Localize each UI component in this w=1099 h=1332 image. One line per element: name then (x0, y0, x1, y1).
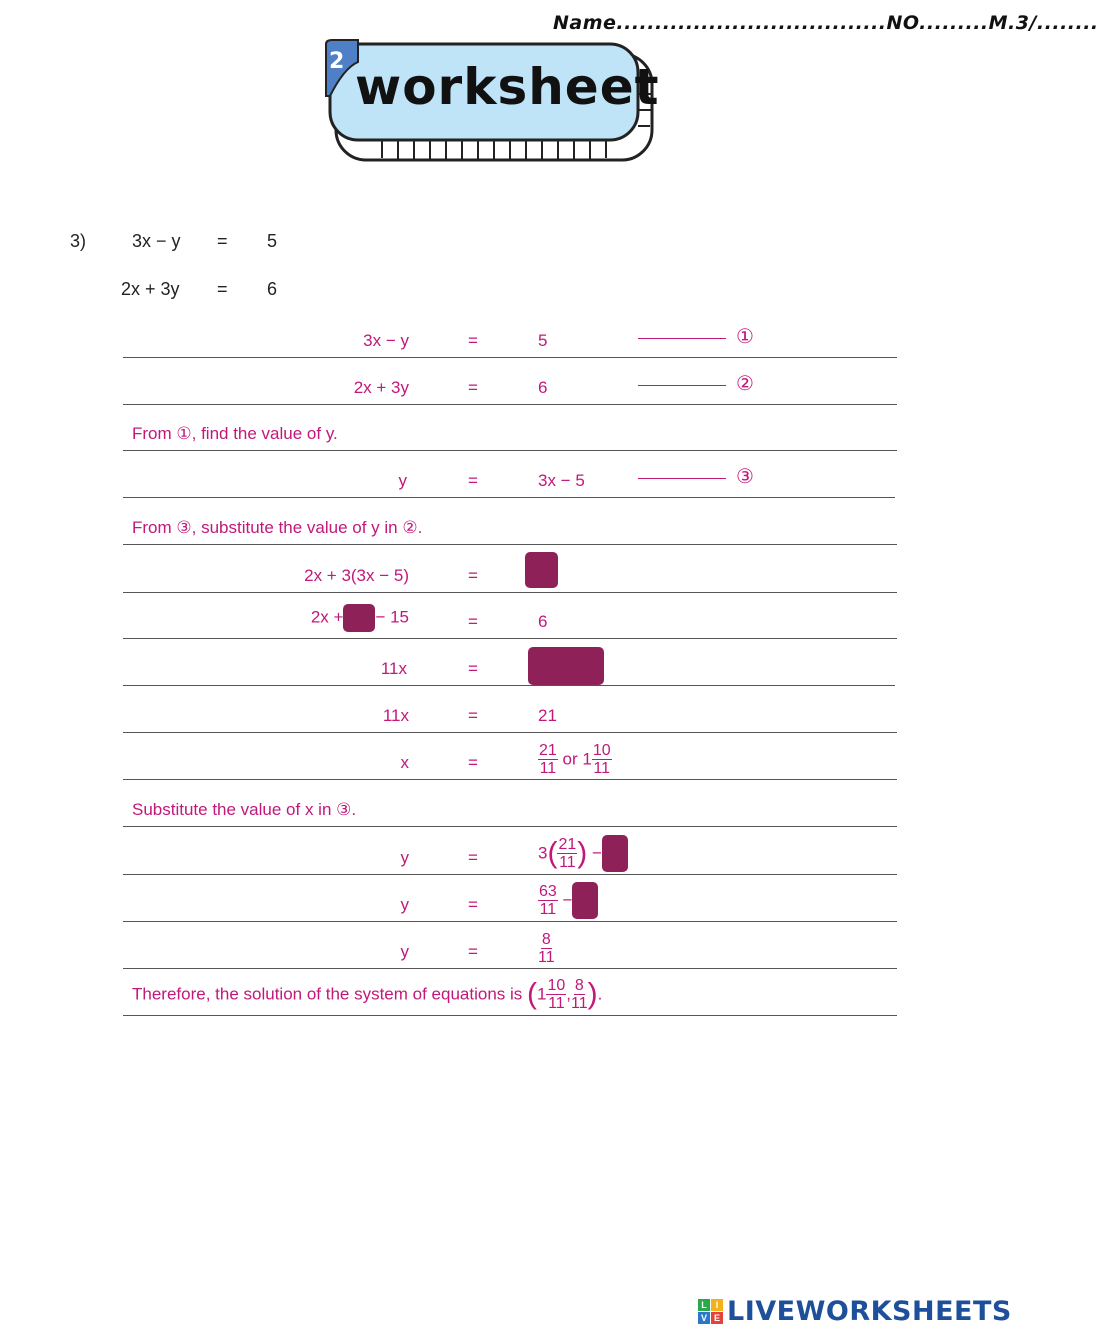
fraction: $\frac{63}{11}$ (539, 883, 557, 918)
fraction: $\frac{8}{11}$ (571, 977, 588, 1012)
eq2-rhs: 6 (267, 279, 278, 299)
tag-number: ① (736, 326, 754, 348)
instruction-text: From ③, substitute the value of y in ②. (132, 518, 423, 537)
row-rhs (538, 931, 555, 966)
tag-number: ③ (736, 466, 754, 488)
banner-number: 2 (329, 49, 345, 74)
whole-part: 1 (537, 984, 547, 1004)
coefficient: 3 (538, 843, 548, 863)
solution-row-3 (123, 404, 897, 451)
conclusion-text: Therefore, the solution of the system of equations is (1 $\frac{10}{11}$ , $\frac{8}{11}$ ). (132, 977, 603, 1012)
row-lhs: 11x (380, 659, 407, 678)
fraction: $\frac{10}{11}$ (592, 742, 611, 777)
eq2-op: = (217, 279, 228, 299)
minus-sign: − (562, 890, 573, 910)
solution-row-14 (123, 922, 897, 969)
eq2-lhs: 2x + 3y (121, 279, 180, 299)
solution-row-15 (123, 969, 897, 1016)
solution-row-4 (123, 451, 895, 498)
solution-row-1 (123, 311, 897, 358)
lhs-suffix: − 15 (375, 607, 409, 627)
row-lhs: y (400, 895, 409, 914)
row-lhs: 2x + 3y (353, 378, 409, 397)
solution-row-6 (123, 546, 897, 593)
equals-sign: = (468, 471, 478, 490)
row-lhs: 11x (382, 706, 409, 725)
row-lhs: 2x + 3(3x − 5) (304, 566, 409, 585)
eq1-lhs: 3x − y (132, 231, 181, 251)
equals-sign: = (468, 895, 478, 914)
row-rhs (538, 882, 598, 919)
row-rhs: 6 (538, 612, 548, 631)
row-lhs: 3x − y (363, 331, 409, 350)
answer-blank-4[interactable] (602, 835, 628, 872)
row-rhs: 21 (538, 706, 557, 725)
tag-number: ② (736, 373, 754, 395)
answer-blank-5[interactable] (572, 882, 598, 919)
solution-row-5 (123, 498, 897, 545)
row-lhs: y (400, 942, 409, 961)
solution-row-13 (123, 875, 897, 922)
row-lhs (311, 604, 409, 632)
row-rhs: 5 (538, 331, 548, 350)
equals-sign: = (468, 848, 478, 867)
equals-sign: = (468, 612, 478, 631)
solution-row-2 (123, 358, 897, 405)
lhs-prefix: 2x + (310, 607, 344, 627)
row-rhs: 3( $\frac{21}{11}$ ) − (538, 835, 628, 872)
solution-row-7 (123, 592, 897, 639)
logo-mark-icon: L I V E (698, 1299, 723, 1324)
solution-row-8 (123, 639, 895, 686)
fraction: $\frac{21}{11}$ (558, 836, 577, 871)
answer-blank-1[interactable] (525, 552, 558, 588)
or-mixed-number: or 1 (562, 749, 592, 769)
fraction: $\frac{10}{11}$ (547, 977, 566, 1012)
solution-row-11 (123, 780, 897, 827)
equals-sign: = (468, 942, 478, 961)
logo-text: LIVEWORKSHEETS (727, 1296, 1012, 1327)
fraction: $\frac{21}{11}$ (539, 742, 557, 777)
equals-sign: = (468, 566, 478, 585)
row-lhs: y (398, 471, 407, 490)
row-lhs: y (400, 848, 409, 867)
answer-blank-2[interactable] (343, 604, 375, 632)
banner-title: worksheet (355, 58, 660, 116)
equation-tag (638, 371, 754, 396)
problem-number: 3) (70, 231, 87, 251)
liveworksheets-logo (698, 1296, 1012, 1327)
answer-blank-3[interactable] (528, 647, 604, 685)
row-rhs: 6 (538, 378, 548, 397)
solution-row-9 (123, 686, 897, 733)
row-lhs: x (400, 753, 409, 772)
equals-sign: = (468, 378, 478, 397)
minus-sign: − (592, 843, 602, 863)
instruction-text: From ①, find the value of y. (132, 424, 338, 443)
equals-sign: = (468, 659, 478, 678)
solution-row-10 (123, 733, 897, 780)
equals-sign: = (468, 706, 478, 725)
instruction-text: Substitute the value of x in ③. (132, 800, 357, 819)
equals-sign: = (468, 753, 478, 772)
equation-tag (638, 324, 754, 349)
eq1-op: = (217, 231, 228, 251)
row-rhs: 3x − 5 (538, 471, 585, 490)
fraction: $\frac{8}{11}$ (538, 931, 555, 966)
solution-row-12 (123, 828, 897, 875)
equation-tag (638, 464, 754, 489)
eq1-rhs: 5 (267, 231, 278, 251)
equals-sign: = (468, 331, 478, 350)
row-rhs (538, 742, 612, 777)
name-number-class-line: Name...................................NO.........M.3/........ (553, 12, 1099, 34)
